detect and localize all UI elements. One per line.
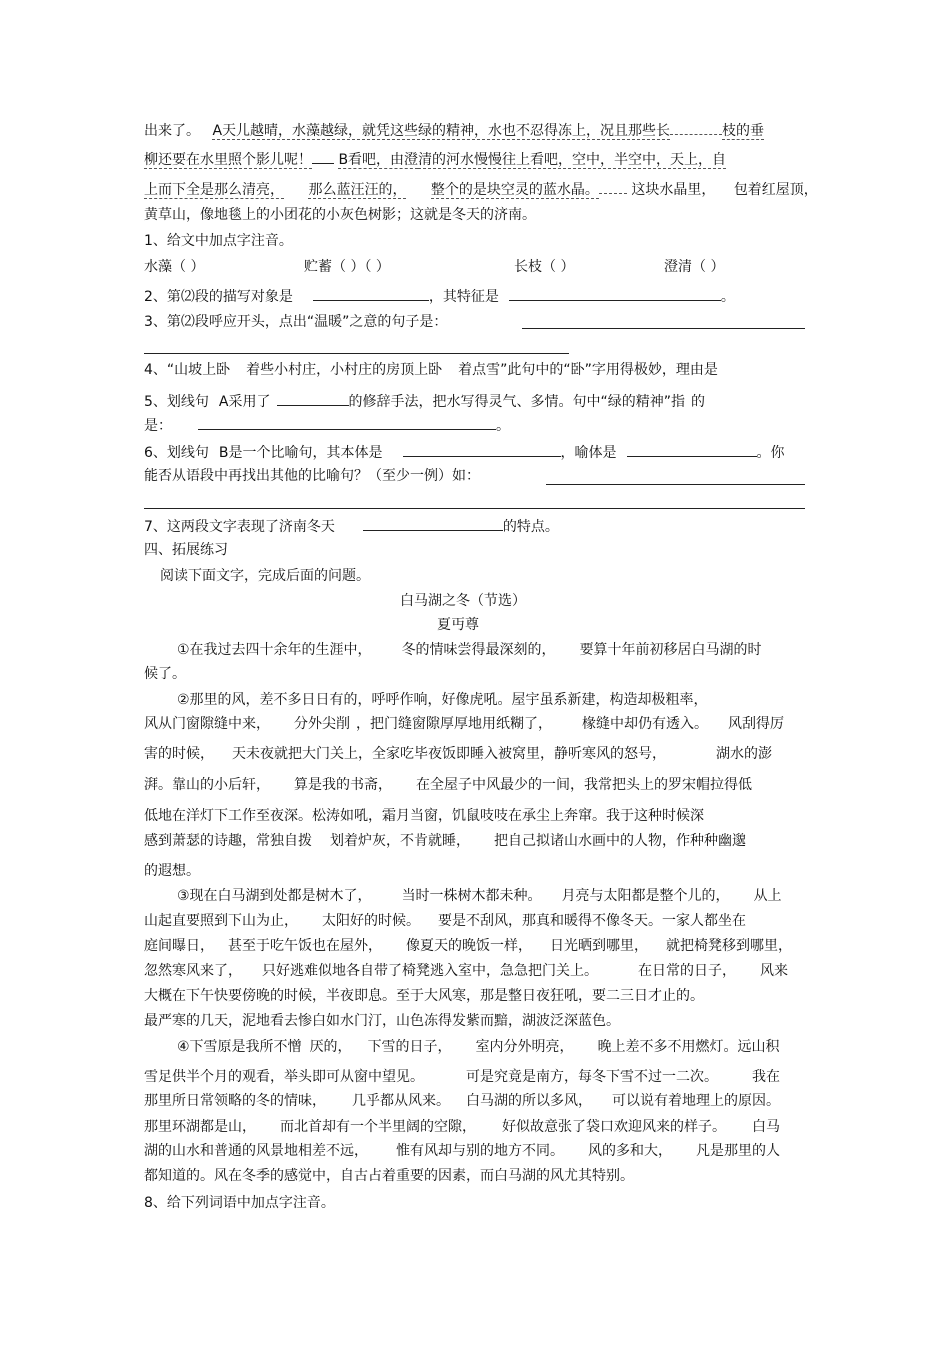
question-8: 8、给下列词语中加点字注音。: [144, 1195, 335, 1211]
text: 的: [691, 394, 706, 410]
text: 出来了。: [144, 123, 200, 139]
text: 在日常的日子，: [638, 963, 736, 979]
text: ①在我过去四十余年的生涯中，: [177, 642, 372, 658]
text: 分外尖削: [294, 716, 350, 732]
answer-blank[interactable]: [198, 415, 496, 430]
text: 椽缝中却仍有透入。: [582, 716, 708, 732]
essay-line: [144, 1117, 780, 1137]
item-shuizao: 水藻（ ）: [144, 259, 205, 275]
text: 2、第⑵段的描写对象是: [144, 289, 293, 305]
question-7: [144, 516, 559, 537]
text: 惟有风却与别的地方不同。: [396, 1143, 564, 1159]
essay-line: [144, 961, 788, 981]
text: 可以说有着地理上的原因。: [612, 1093, 780, 1109]
text: 感到萧瑟的诗趣，常独自拨: [144, 833, 312, 849]
text: 雪足供半个月的观看，举头即可从窗中望见。: [144, 1069, 424, 1085]
essay-line: 候了。: [144, 666, 186, 682]
text: 。你: [756, 445, 785, 461]
text: 湖的山水和普通的风景地相差不远，: [144, 1143, 368, 1159]
item-chengqing: 澄清（ ）: [664, 259, 725, 275]
answer-line[interactable]: [546, 484, 805, 485]
text: ③现在白马湖到处都是树木了，: [177, 888, 372, 904]
text: 山起直要照到下山为止，: [144, 913, 298, 929]
answer-line[interactable]: [144, 508, 805, 509]
answer-line[interactable]: [144, 353, 569, 354]
section-heading: 四、拓展练习: [144, 542, 228, 558]
instruction: 阅读下面文字，完成后面的问题。: [160, 568, 370, 584]
underlined-sentence-b-cont3: 那么蓝汪汪的，: [308, 182, 407, 198]
text: 。: [496, 418, 510, 434]
essay-line: [144, 714, 784, 734]
text: 晚上差不多不用燃灯。远山积: [597, 1039, 780, 1055]
essay-line: 最严寒的几天，泥地看去惨白如水门汀，山色冻得发紫而黯，湖波泛深蓝色。: [144, 1013, 620, 1029]
text: 6、划线句: [144, 445, 209, 461]
essay-line: 低地在洋灯下工作至夜深。松涛如吼，霜月当窗，饥鼠吱吱在承尘上奔窜。我于这种时候深: [144, 808, 704, 824]
answer-blank[interactable]: [277, 391, 349, 406]
text: 冬的情味尝得最深刻的，: [401, 642, 556, 658]
text: ④下雪原是我所不憎: [177, 1039, 302, 1055]
text: 甚至于吃午饭也在屋外，: [228, 938, 382, 954]
text: 着点雪”此句中的“卧”字用得极妙，理由是: [458, 362, 718, 378]
text: 湃。靠山的小后轩，: [144, 777, 270, 793]
text: 害的时候，: [144, 746, 214, 762]
essay-line: ②那里的风，差不多日日有的，呼呼作响，好像虎吼。屋宇虽系新建，构造却极粗率，: [177, 692, 708, 708]
question-2: [144, 286, 735, 307]
text: 风从门窗隙缝中来，: [144, 716, 270, 732]
text: 这块水晶里，: [631, 182, 716, 198]
essay-author: 夏丏尊: [437, 617, 479, 633]
text: 太阳好的时候。: [322, 913, 420, 929]
passage-line-3: [144, 180, 818, 200]
text: 划着炉灰，不肯就睡，: [330, 833, 470, 849]
answer-blank[interactable]: [363, 516, 503, 531]
essay-line: [177, 640, 762, 660]
text: 日光晒到哪里，: [550, 938, 648, 954]
text: 而北首却有一个半里阔的空隙，: [280, 1119, 476, 1135]
text: 可是究竟是南方，每冬下雪不过一二次。: [466, 1069, 718, 1085]
text: 厌的，: [309, 1039, 352, 1055]
text: 天未夜就把大门关上，全家吃毕夜饭即睡入被窝里，静听寒风的怒号，: [232, 746, 666, 762]
essay-line: [177, 1037, 780, 1057]
essay-title: 白马湖之冬（节选）: [400, 593, 526, 609]
text: B是一个比喻句，其本体是: [218, 445, 383, 461]
essay-line: [144, 744, 772, 764]
question-6: [144, 442, 785, 463]
text: 把自己拟诸山水画中的人物，作种种幽邈: [494, 833, 746, 849]
text: 就把椅凳移到哪里，: [666, 938, 792, 954]
text: 湖水的澎: [716, 746, 772, 762]
question-6-cont: 能否从语段中再找出其他的比喻句？（至少一例）如：: [144, 468, 480, 484]
essay-line: [144, 775, 752, 795]
text: 4、“山坡上卧: [144, 362, 231, 378]
answer-blank[interactable]: [403, 442, 561, 457]
answer-blank[interactable]: [627, 442, 757, 457]
underlined-sentence-b: B看吧，由澄: [338, 152, 419, 168]
underlined-sentence-a: A天儿越晴，水藻越绿，就凭这些绿的精神，水也不忍得冻上，况且那些长: [212, 123, 671, 139]
text: 的修辞手法，把水写得灵气、多情。句中“绿的精神”指: [348, 394, 686, 410]
essay-line: [177, 886, 782, 906]
text: [670, 120, 722, 135]
essay-line: 的遐想。: [144, 863, 200, 879]
text: 下雪的日子，: [367, 1039, 452, 1055]
text: 从上: [753, 888, 782, 904]
underlined-sentence-a-end: 枝的垂: [722, 123, 765, 139]
answer-blank[interactable]: [509, 286, 721, 301]
essay-line: [144, 1067, 780, 1087]
item-zhuxu: 贮蓄（ ）（ ）: [304, 259, 390, 275]
passage-line-2: [144, 149, 726, 170]
text: 我在: [752, 1069, 780, 1085]
text: [312, 149, 334, 164]
text: 风来: [760, 963, 788, 979]
text: 风的多和大，: [588, 1143, 672, 1159]
text: 是：: [144, 418, 172, 434]
text: 的特点。: [502, 519, 559, 535]
text: 包着红屋顶，: [733, 182, 818, 198]
text: A采用了: [218, 394, 271, 410]
question-4: [144, 360, 718, 380]
text: 那里所日常领略的冬的情味，: [144, 1093, 326, 1109]
text: 7、这两段文字表现了济南冬天: [144, 519, 335, 535]
text: ，喻体是: [560, 445, 617, 461]
essay-line: [144, 1141, 780, 1161]
text: 着些小村庄，小村庄的房顶上卧: [246, 362, 443, 378]
question-5-cont: [144, 415, 510, 436]
text: 。: [720, 289, 735, 305]
spacer: [599, 193, 627, 194]
essay-line: [144, 831, 746, 851]
essay-line: 大概在下午快要傍晚的时候，半夜即息。至于大风寒，那是整日夜狂吼，要二三日才止的。: [144, 988, 704, 1004]
underlined-sentence-b-cont2: 上而下全是那么清亮，: [144, 182, 284, 198]
text: 好似故意张了袋口欢迎风来的样子。: [502, 1119, 726, 1135]
text: 忽然寒风来了，: [144, 963, 242, 979]
text: 那里环湖都是山，: [144, 1119, 256, 1135]
answer-line[interactable]: [522, 328, 805, 329]
text: 庭间曝日，: [144, 938, 214, 954]
question-5: [144, 391, 705, 412]
essay-line: [144, 911, 746, 931]
question-1: 1、给文中加点字注音。: [144, 233, 293, 249]
text: 像夏天的晚饭一样，: [406, 938, 532, 954]
text: 白马湖的所以多风，: [466, 1093, 592, 1109]
text: 白马: [752, 1119, 780, 1135]
passage-line-1: [144, 120, 764, 141]
text: ，把门缝窗隙厚厚地用纸糊了，: [356, 716, 552, 732]
answer-blank[interactable]: [313, 286, 429, 301]
essay-line: [144, 1091, 780, 1111]
text: 月亮与太阳都是整个儿的，: [561, 888, 730, 904]
underlined-sentence-a-cont: 柳还要在水里照个影儿呢！: [144, 152, 312, 168]
text: 室内分外明亮，: [475, 1039, 574, 1055]
question-3: 3、第⑵段呼应开头，点出“温暖”之意的句子是：: [144, 314, 448, 330]
text: ，其特征是: [428, 289, 499, 305]
text: 要算十年前初移居白马湖的时: [579, 642, 762, 658]
text: 5、划线句: [144, 394, 209, 410]
underlined-sentence-b-cont4: 整个的是块空灵的蓝水晶。: [430, 182, 599, 198]
text: 要是不刮风，那真和暖得不像冬天。一家人都坐在: [438, 913, 746, 929]
underlined-sentence-b-cont: 清的河水慢慢往上看吧，空中，半空中，天上，自: [418, 152, 727, 168]
text: 风刮得厉: [728, 716, 784, 732]
text: 在全屋子中风最少的一间，我常把头上的罗宋帽拉得低: [416, 777, 752, 793]
text: 几乎都从风来。: [352, 1093, 450, 1109]
essay-line: [144, 936, 792, 956]
text: 凡是那里的人: [696, 1143, 780, 1159]
text: 算是我的书斋，: [294, 777, 392, 793]
item-changzhi: 长枝（ ）: [514, 259, 575, 275]
text: 当时一株树木都未种。: [401, 888, 542, 904]
passage-line-4: 黄草山，像地毯上的小团花的小灰色树影；这就是冬天的济南。: [144, 207, 536, 223]
text: 只好逃难似地各自带了椅凳逃入室中，急急把门关上。: [262, 963, 598, 979]
essay-line: 都知道的。风在冬季的感觉中，自古占着重要的因素，而白马湖的风尤其特别。: [144, 1168, 634, 1184]
